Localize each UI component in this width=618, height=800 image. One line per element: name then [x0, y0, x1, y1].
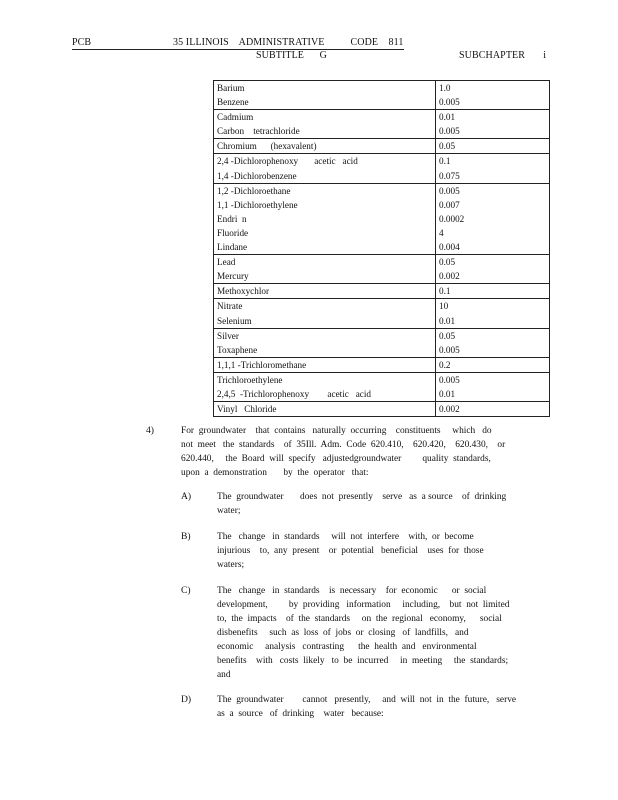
- table-row: [214, 343, 550, 358]
- constituent-name: 1,1 -Dichloroethylene: [214, 198, 436, 212]
- table-row: [214, 212, 550, 226]
- header-subtitle: SUBTITLE G: [256, 50, 327, 61]
- table-row: [214, 314, 550, 329]
- item-line: disbenefits such as loss of jobs or closing of landfills, and: [217, 628, 469, 638]
- section-4-number: 4): [146, 425, 154, 436]
- table-row: [214, 372, 550, 387]
- item-letter: A): [181, 491, 192, 502]
- constituent-name: Fluoride: [214, 226, 436, 240]
- table-row: [214, 328, 550, 343]
- standard-value: 4: [436, 226, 550, 240]
- standard-value: 0.075: [436, 169, 550, 184]
- item-line: economic analysis contrasting the health and environmental: [217, 642, 477, 652]
- constituent-name: Benzene: [214, 95, 436, 110]
- standard-value: 0.1: [436, 284, 550, 299]
- item-line: and: [217, 670, 231, 680]
- constituent-name: 1,4 -Dichlorobenzene: [214, 169, 436, 184]
- standard-value: 0.01: [436, 387, 550, 402]
- standard-value: 10: [436, 299, 550, 314]
- item-line: The groundwater cannot presently, and will not in the future, serve: [217, 695, 517, 705]
- constituent-name: Vinyl Chloride: [214, 402, 436, 417]
- standard-value: 0.2: [436, 357, 550, 372]
- item-letter: B): [181, 531, 191, 542]
- standard-value: 0.01: [436, 110, 550, 125]
- constituent-name: Methoxychlor: [214, 284, 436, 299]
- standard-value: 0.002: [436, 402, 550, 417]
- standard-value: 0.1: [436, 154, 550, 169]
- item-line: waters;: [217, 560, 245, 570]
- standard-value: 0.007: [436, 198, 550, 212]
- constituent-name: 2,4 -Dichlorophenoxy acetic acid: [214, 154, 436, 169]
- standard-value: 0.002: [436, 269, 550, 284]
- constituent-name: Selenium: [214, 314, 436, 329]
- table-row: [214, 284, 550, 299]
- table-row: [214, 299, 550, 314]
- standard-value: 0.0002: [436, 212, 550, 226]
- table-row: [214, 154, 550, 169]
- item-line: The groundwater does not presently serve as a source of drinking: [217, 492, 507, 502]
- item-line: The change in standards will not interfere with, or become: [217, 532, 474, 542]
- constituent-name: Chromium (hexavalent): [214, 139, 436, 154]
- item-line: injurious to, any present or potential beneficial uses for those: [217, 546, 484, 556]
- constituent-name: Silver: [214, 328, 436, 343]
- item-letter: C): [181, 585, 191, 596]
- constituent-name: Barium: [214, 81, 436, 96]
- table-row: [214, 198, 550, 212]
- standard-value: 0.005: [436, 372, 550, 387]
- standard-value: 0.01: [436, 314, 550, 329]
- standard-value: 0.005: [436, 124, 550, 139]
- header-code-title: 35 ILLINOIS ADMINISTRATIVE CODE 811: [173, 37, 404, 48]
- section-4-line: upon a demonstration by the operator that:: [181, 468, 369, 478]
- constituent-name: Nitrate: [214, 299, 436, 314]
- item-line: water;: [217, 506, 241, 516]
- table-row: [214, 183, 550, 198]
- table-row: [214, 169, 550, 184]
- standard-value: 0.005: [436, 95, 550, 110]
- table-row: [214, 255, 550, 270]
- standard-value: 0.005: [436, 183, 550, 198]
- constituent-name: Lindane: [214, 240, 436, 255]
- standard-value: 0.05: [436, 255, 550, 270]
- item-line: to, the impacts of the standards on the regional economy, social: [217, 614, 502, 624]
- table-row: [214, 139, 550, 154]
- constituent-standards-table: [213, 80, 550, 417]
- table-row: [214, 226, 550, 240]
- constituent-name: Lead: [214, 255, 436, 270]
- item-letter: D): [181, 694, 192, 705]
- constituent-name: Endri n: [214, 212, 436, 226]
- constituent-name: Mercury: [214, 269, 436, 284]
- table-row: [214, 240, 550, 255]
- table-row: [214, 110, 550, 125]
- section-4-line: 620.440, the Board will specify adjustedgroundwater quality standards,: [181, 454, 491, 464]
- constituent-name: 1,2 -Dichloroethane: [214, 183, 436, 198]
- standard-value: 0.05: [436, 328, 550, 343]
- standard-value: 0.004: [436, 240, 550, 255]
- item-line: as a source of drinking water because:: [217, 709, 384, 719]
- table-row: [214, 269, 550, 284]
- item-line: development, by providing information including, but not limited: [217, 600, 510, 610]
- item-line: The change in standards is necessary for economic or social: [217, 586, 487, 596]
- table-row: [214, 95, 550, 110]
- standard-value: 1.0: [436, 81, 550, 96]
- header-agency: PCB: [72, 37, 92, 48]
- constituent-name: 1,1,1 -Trichloromethane: [214, 357, 436, 372]
- header-subchapter: SUBCHAPTER i: [459, 50, 547, 61]
- table-row: [214, 387, 550, 402]
- constituent-name: Trichloroethylene: [214, 372, 436, 387]
- table-row: [214, 81, 550, 96]
- constituent-name: Cadmium: [214, 110, 436, 125]
- constituent-name: Toxaphene: [214, 343, 436, 358]
- constituent-name: 2,4,5 -Trichlorophenoxy acetic acid: [214, 387, 436, 402]
- item-line: benefits with costs likely to be incurred in meeting the standards;: [217, 656, 509, 666]
- table-row: [214, 124, 550, 139]
- table-row: [214, 357, 550, 372]
- constituent-name: Carbon tetrachloride: [214, 124, 436, 139]
- section-4-line: not meet the standards of 35Ill. Adm. Code 620.410, 620.420, 620.430, or: [181, 440, 506, 450]
- section-4-line: For groundwater that contains naturally occurring constituents which do: [181, 426, 492, 436]
- header-rule: [72, 49, 404, 50]
- standard-value: 0.05: [436, 139, 550, 154]
- table-row: [214, 402, 550, 417]
- standard-value: 0.005: [436, 343, 550, 358]
